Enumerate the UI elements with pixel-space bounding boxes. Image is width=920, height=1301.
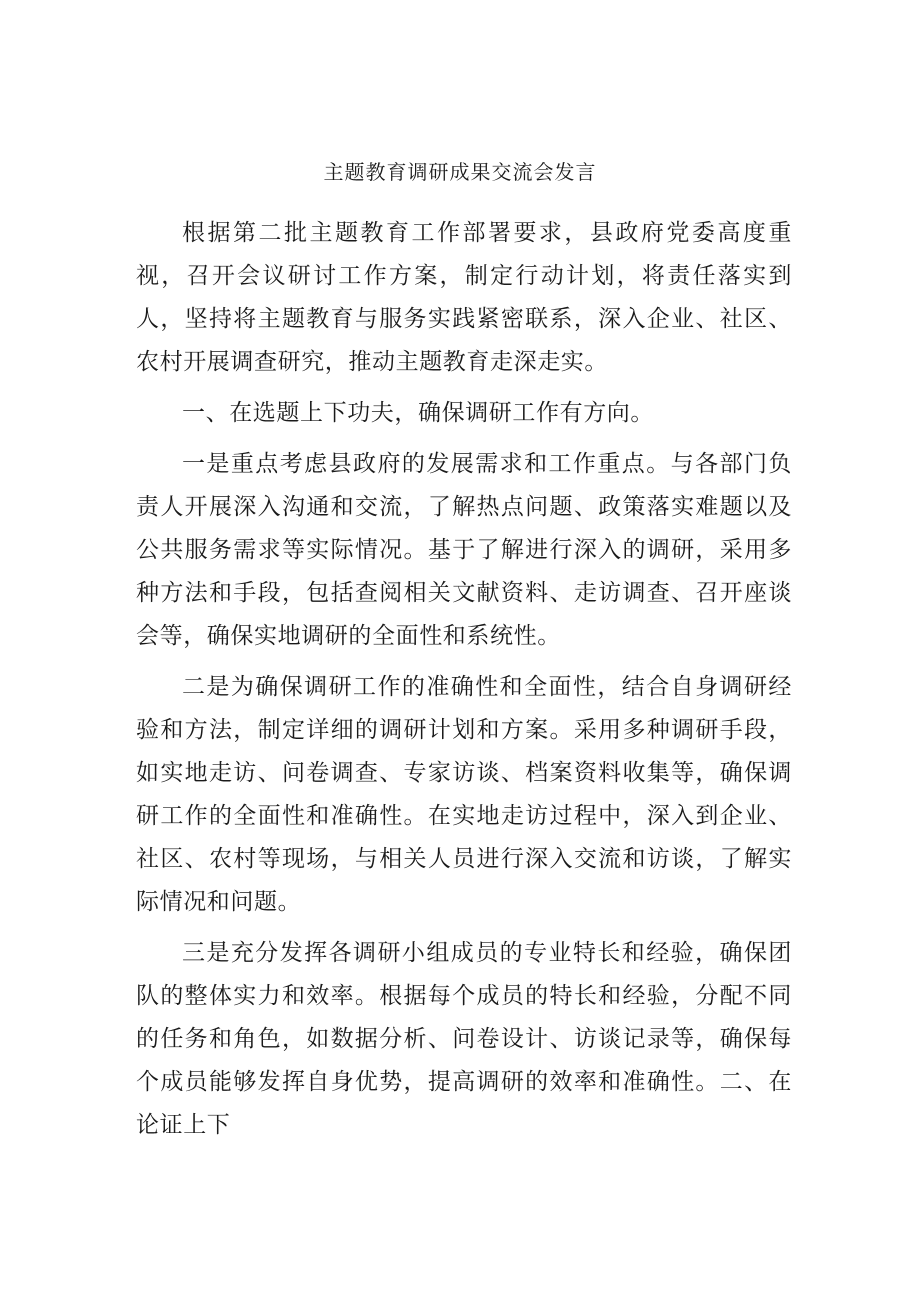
paragraph-point-1: 一是重点考虑县政府的发展需求和工作重点。与各部门负责人开展深入沟通和交流，了解热点问题、政策落实难题以及公共服务需求等实际情况。基于了解进行深入的调研，采用多种方法和手段，包括查阅相关文献资料、走访调查、召开座谈会等，确保实地调研的全面性和系统性。 bbox=[136, 451, 792, 649]
paragraph-point-2: 二是为确保调研工作的准确性和全面性，结合自身调研经验和方法，制定详细的调研计划和方案。采用多种调研手段，如实地走访、问卷调查、专家访谈、档案资料收集等，确保调研工作的全面性和准确性。在实地走访过程中，深入到企业、社区、农村等现场，与相关人员进行深入交流和访谈，了解实际情况和问题。 bbox=[136, 674, 792, 915]
paragraph-point-3: 三是充分发挥各调研小组成员的专业特长和经验，确保团队的整体实力和效率。根据每个成员的特长和经验，分配不同的任务和角色，如数据分析、问卷设计、访谈记录等，确保每个成员能够发挥自身优势，提高调研的效率和准确性。二、在论证上下 bbox=[136, 940, 792, 1138]
section-heading-1: 一、在选题上下功夫，确保调研工作有方向。 bbox=[182, 400, 654, 426]
document-body bbox=[136, 212, 792, 1155]
document-title: 主题教育调研成果交流会发言 bbox=[323, 160, 597, 184]
paragraph-intro: 根据第二批主题教育工作部署要求，县政府党委高度重视，召开会议研讨工作方案，制定行动计划，将责任落实到人，坚持将主题教育与服务实践紧密联系，深入企业、社区、农村开展调查研究，推动主题教育走深走实。 bbox=[136, 220, 792, 375]
